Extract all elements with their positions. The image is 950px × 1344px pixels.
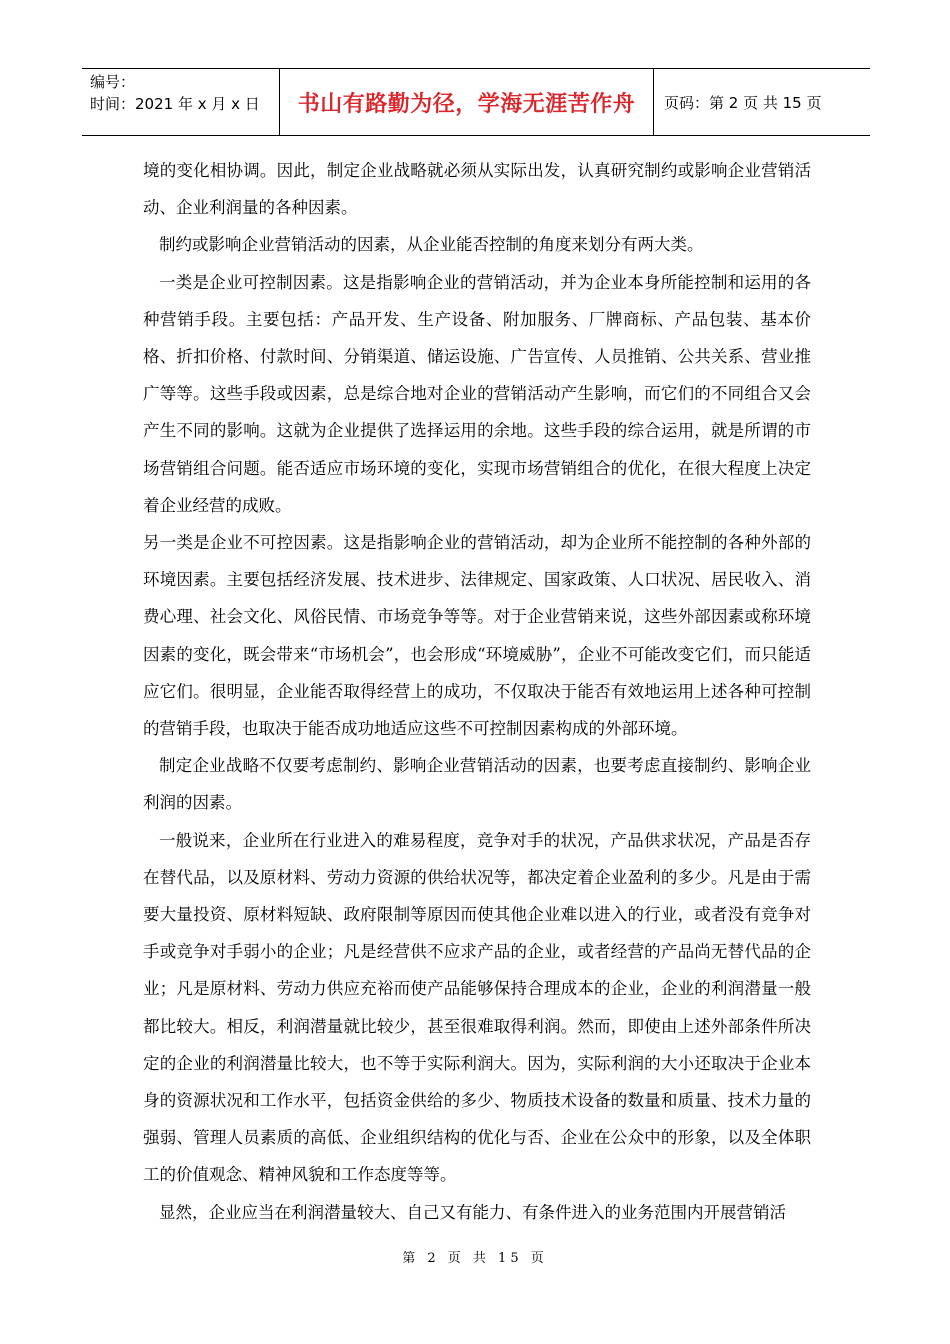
document-number-label: 编号： xyxy=(90,73,136,91)
page-footer xyxy=(0,1247,950,1266)
paragraph: 一般说来，企业所在行业进入的难易程度，竞争对手的状况，产品供求状况，产品是否存在替代品，以及原材料、劳动力资源的供给状况等，都决定着企业盈利的多少。凡是由于需要大量投资、原材料短缺、政府限制等原因而使其他企业难以进入的行业，或者没有竞争对手或竞争对手弱小的企业；凡是经营供不应求产品的企业，或者经营的产品尚无替代品的企业；凡是原材料、劳动力供应充裕而使产品能够保持合理成本的企业，企业的利润潜量一般都比较大。相反，利润潜量就比较少，甚至很难取得利润。然而，即使由上述外部条件所决定的企业的利润潜量比较大，也不等于实际利润大。因为，实际利润的大小还取决于企业本身的资源状况和工作水平，包括资金供给的多少、物质技术设备的数量和质量、技术力量的强弱、管理人员素质的高低、企业组织结构的优化与否、企业在公众中的形象，以及全体职工的价值观念、精神风貌和工作态度等等。 xyxy=(143,830,811,1185)
paragraph: 一类是企业可控制因素。这是指影响企业的营销活动，并为企业本身所能控制和运用的各种营销手段。主要包括：产品开发、生产设备、附加服务、厂牌商标、产品包装、基本价格、折扣价格、付款时间、分销渠道、储运设施、广告宣传、人员推销、公共关系、营业推广等等。这些手段或因素，总是综合地对企业的营销活动产生影响，而它们的不同组合又会产生不同的影响。这就为企业提供了选择运用的余地。这些手段的综合运用，就是所谓的市场营销组合问题。能否适应市场环境的变化，实现市场营销组合的优化，在很大程度上决定着企业经营的成败。 xyxy=(143,272,811,515)
paragraph: 显然，企业应当在利润潜量较大、自己又有能力、有条件进入的业务范围内开展营销活 xyxy=(159,1202,786,1222)
header-meta-cell xyxy=(82,69,280,135)
paragraph: 制定企业战略不仅要考虑制约、影响企业营销活动的因素，也要考虑直接制约、影响企业利润的因素。 xyxy=(143,756,811,813)
page-header xyxy=(82,68,870,136)
document-date-label: 时间：2021 年 x 月 x 日 xyxy=(90,95,260,113)
document-body xyxy=(143,152,811,1231)
paragraph: 境的变化相协调。因此，制定企业战略就必须从实际出发，认真研究制约或影响企业营销活动、企业利润量的各种因素。 xyxy=(143,161,811,218)
header-page-cell xyxy=(654,69,870,135)
header-page-info: 页码：第 2 页 共 15 页 xyxy=(664,93,822,112)
paragraph: 制约或影响企业营销活动的因素，从企业能否控制的角度来划分有两大类。 xyxy=(159,235,704,255)
footer-page-number: 第 2 页 共 15 页 xyxy=(402,1251,548,1266)
paragraph: 另一类是企业不可控因素。这是指影响企业的营销活动，却为企业所不能控制的各种外部的环境因素。主要包括经济发展、技术进步、法律规定、国家政策、人口状况、居民收入、消费心理、社会文化、风俗民情、市场竞争等等。对于企业营销来说，这些外部因素或称环境因素的变化，既会带来“市场机会”，也会形成“环境威胁”，企业不可能改变它们，而只能适应它们。很明显，企业能否取得经营上的成功，不仅取决于能否有效地运用上述各种可控制的营销手段，也取决于能否成功地适应这些不可控制因素构成的外部环境。 xyxy=(143,533,811,739)
motto-text: 书山有路勤为径，学海无涯苦作舟 xyxy=(297,91,636,117)
header-motto-cell xyxy=(280,69,654,135)
